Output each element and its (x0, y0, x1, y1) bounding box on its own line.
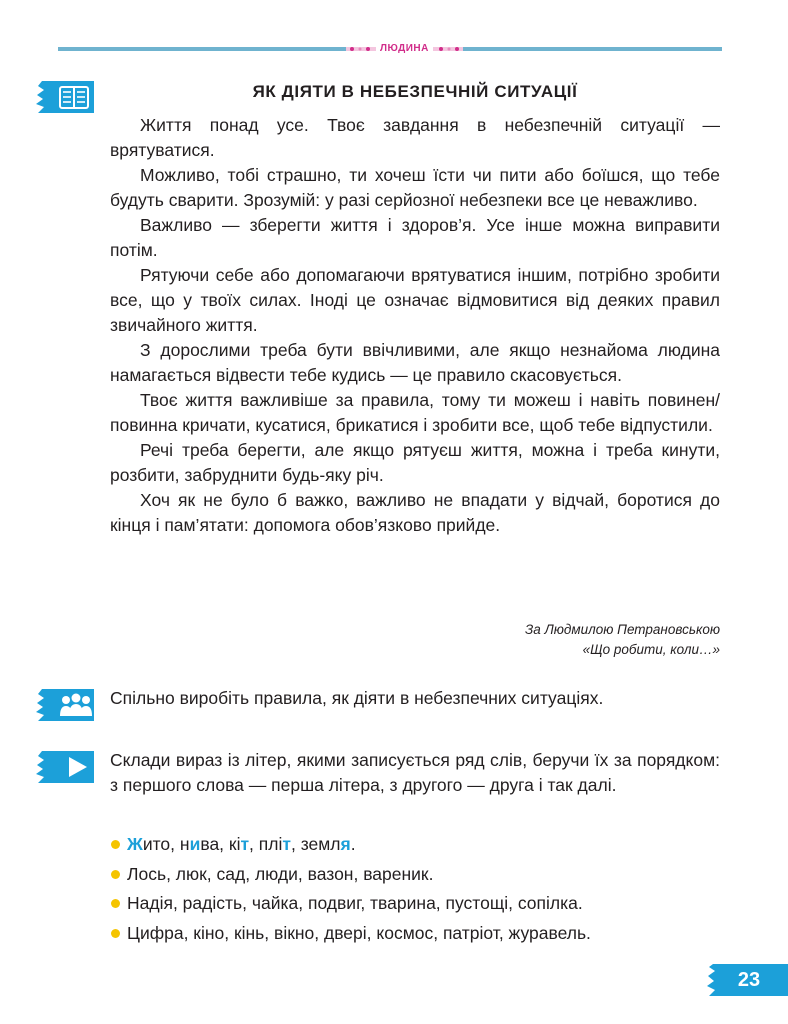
source-author: За Людмилою Петрановською (524, 622, 720, 637)
highlight-letter: т (240, 834, 250, 854)
story-paragraph: Можливо, тобі страшно, ти хочеш їсти чи пити або боїшся, що тебе будуть сварити. Зрозумій: у разі серйозної небезпеки все це неважливо. (110, 165, 720, 210)
play-icon (36, 750, 94, 784)
list-item (110, 891, 720, 921)
story-source (350, 620, 720, 660)
header-decoration-left (346, 46, 376, 52)
word-rows-list (110, 832, 720, 950)
bullet-icon (111, 899, 120, 908)
bullet-icon (111, 840, 120, 849)
story-paragraph: Хоч як не було б важко, важливо не впадати у відчай, боротися до кінця і пам’ятати: допомога обов’язково прийде. (110, 490, 720, 535)
list-item (110, 921, 720, 951)
section-label: ЛЮДИНА (380, 43, 429, 54)
task-play-text: Склади вираз із літер, якими записується ряд слів, беручи їх за порядком: з першого слова — перша літера, з другого — друга і так далі. (110, 750, 720, 795)
story-paragraph: Рятуючи себе або допомагаючи врятуватися іншим, потрібно зробити все, що у твоїх силах. Іноді це означає відмовитися від деяких правил звичайного життя. (110, 265, 720, 335)
word-row: Лось, люк, сад, люди, вазон, вареник. (127, 863, 434, 884)
story-paragraph: Важливо — зберегти життя і здоров’я. Усе інше можна виправити потім. (110, 215, 720, 260)
story-paragraph: Життя понад усе. Твоє завдання в небезпечній ситуації — врятуватися. (110, 115, 720, 160)
story-paragraph: З дорослими треба бути ввічливими, але якщо незнайома людина намагається відвести тебе кудись — це правило скасовується. (110, 340, 720, 385)
header-label-wrap (358, 43, 451, 55)
page-title: ЯК ДІЯТИ В НЕБЕЗПЕЧНІЙ СИТУАЦІЇ (252, 82, 578, 101)
example-row: Жито, нива, кіт, пліт, земля. (127, 834, 356, 854)
list-item (110, 832, 720, 862)
story-paragraph: Твоє життя важливіше за правила, тому ти можеш і навіть повинен/повинна кричати, кусатися, брикатися і зробити все, щоб тебе відпустили. (110, 390, 720, 435)
list-item (110, 862, 720, 892)
word-row: Цифра, кіно, кінь, вікно, двері, космос, патріот, журавель. (127, 922, 591, 943)
section-header (58, 43, 722, 55)
source-title: «Що робити, коли…» (582, 642, 720, 657)
page-number: 23 (737, 969, 761, 991)
book-icon (36, 80, 94, 114)
highlight-letter: я (340, 834, 351, 854)
header-decoration-right (433, 46, 463, 52)
story-paragraph: Речі треба берегти, але якщо рятуєш життя, можна і треба кинути, розбити, забруднити будь-яку річ. (110, 440, 720, 485)
bullet-icon (111, 929, 120, 938)
highlight-letter: т (282, 834, 291, 854)
task-group-text: Спільно виробіть правила, як діяти в небезпечних ситуаціях. (110, 688, 604, 708)
highlight-letter: Ж (127, 834, 143, 854)
group-work-icon (36, 688, 94, 722)
word-row: Надія, радість, чайка, подвиг, тварина, пустощі, сопілка. (127, 893, 583, 913)
highlight-letter: и (189, 834, 201, 854)
story-text (110, 113, 720, 538)
bullet-icon (111, 870, 120, 879)
